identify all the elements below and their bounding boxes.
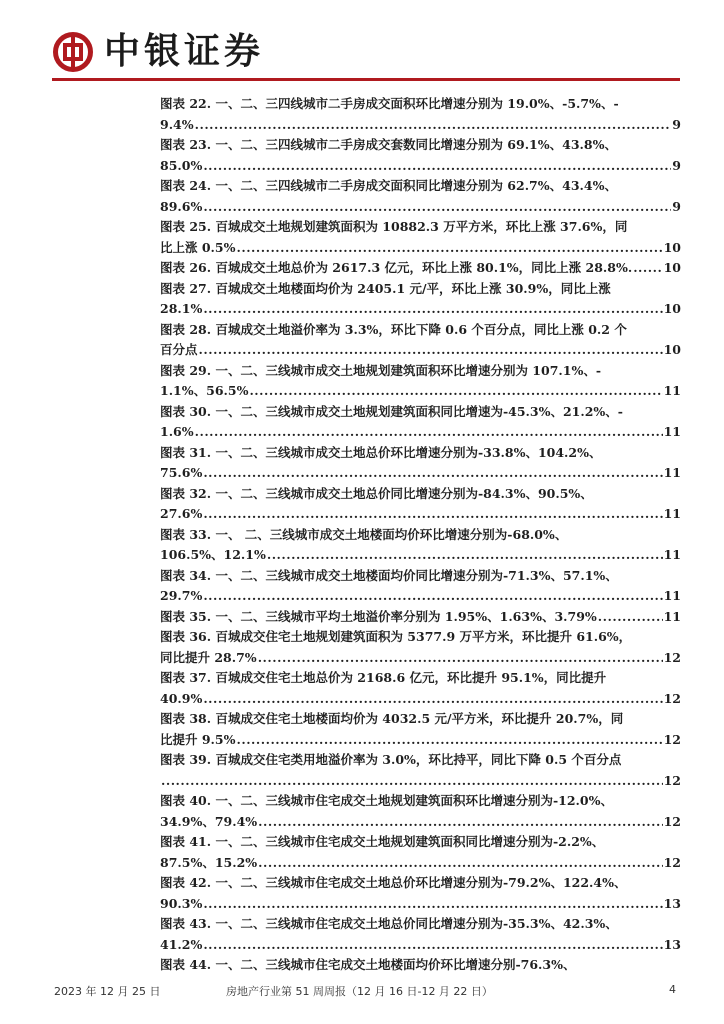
toc-entry-line: 图表 31. 一、二、三线城市成交土地总价环比增速分别为-33.8%、104.2%、 <box>160 444 602 460</box>
toc-entry-line: 图表 41. 一、二、三线城市住宅成交土地规划建筑面积同比增速分别为-2.2%、 <box>160 834 605 849</box>
toc-entry-line: 图表 36. 百城成交住宅土地规划建筑面积为 5377.9 万平方米，环比提升 61.6%， <box>160 629 632 644</box>
dot-leader <box>258 648 663 669</box>
toc-page-number: 9 <box>672 157 681 173</box>
toc-entry[interactable] <box>160 258 681 279</box>
toc-entry-line: 图表 24. 一、二、三四线城市二手房成交面积同比增速分别为 62.7%、43.4%、 <box>160 178 617 193</box>
dot-leader <box>203 463 662 484</box>
toc-page-number: 12 <box>663 854 681 870</box>
toc-page-number: 11 <box>663 547 681 562</box>
toc-entry-line: 图表 37. 百城成交住宅土地总价为 2168.6 亿元，环比提升 95.1%，同比提升 <box>160 670 607 685</box>
dot-leader <box>203 299 662 320</box>
toc-page-number: 11 <box>663 383 681 398</box>
toc-entry[interactable] <box>160 94 681 135</box>
toc-entry-leader-line <box>160 381 681 402</box>
toc-entry[interactable] <box>160 832 681 873</box>
toc-entry-line: 图表 38. 百城成交住宅土地楼面均价为 4032.5 元/平方米，环比提升 20.7%，同 <box>160 711 624 726</box>
toc-entry-leader-line <box>160 422 681 443</box>
toc-entry-tail: 106.5%、12.1% <box>160 547 266 562</box>
toc-entry[interactable] <box>160 443 681 484</box>
toc-entry[interactable] <box>160 914 681 955</box>
toc-entry[interactable] <box>160 279 681 320</box>
toc-entry[interactable] <box>160 607 681 628</box>
toc-page-number: 12 <box>663 690 681 706</box>
toc-entry-line: 图表 27. 百城成交土地楼面均价为 2405.1 元/平，环比上涨 30.9%，同比上涨 <box>160 280 611 296</box>
toc-entry-tail: 90.3% <box>160 895 203 911</box>
toc-entry-tail: 比上涨 0.5% <box>160 239 236 255</box>
toc-entry[interactable] <box>160 402 681 443</box>
toc-entry-tail: 1.1%、56.5% <box>160 383 249 398</box>
toc-entry[interactable] <box>160 791 681 832</box>
toc-page-number: 12 <box>663 813 681 829</box>
dot-leader <box>203 504 662 525</box>
toc-entry-leader-line <box>160 115 681 136</box>
page-number: 4 <box>669 983 676 996</box>
toc-entry-line: 图表 25. 百城成交土地规划建筑面积为 10882.3 万平方米，环比上涨 37.6%，同 <box>160 219 628 234</box>
toc-entry-leader-line <box>160 504 681 525</box>
toc-entry[interactable] <box>160 135 681 176</box>
toc-entry-tail: 87.5%、15.2% <box>160 854 258 870</box>
toc-entry-leader-line <box>160 299 681 320</box>
toc-entry-tail: 40.9% <box>160 690 203 706</box>
dot-leader <box>161 771 663 792</box>
toc-entry-leader-line <box>160 853 681 874</box>
toc-entry-leader-line <box>160 197 681 218</box>
toc-entry[interactable] <box>160 361 681 402</box>
toc-page-number: 10 <box>663 342 681 357</box>
toc-entry-tail: 百分点 <box>160 342 198 357</box>
toc-entry[interactable] <box>160 873 681 914</box>
header <box>52 28 264 76</box>
toc-entry-line: 图表 22. 一、二、三四线城市二手房成交面积环比增速分别为 19.0%、-5.7%、- <box>160 96 619 111</box>
dot-leader <box>203 156 671 177</box>
toc-entry-leader-line <box>160 156 681 177</box>
toc-entry-tail: 85.0% <box>160 157 203 173</box>
toc-entry-line: 图表 34. 一、二、三线城市成交土地楼面均价同比增速分别为-71.3%、57.1%、 <box>160 567 618 583</box>
toc-page-number: 12 <box>663 649 681 665</box>
toc-entry[interactable] <box>160 484 681 525</box>
toc-entry-tail: 同比提升 28.7% <box>160 649 257 665</box>
toc-entry-line: 图表 44. 一、二、三线城市住宅成交土地楼面均价环比增速分别-76.3%、 <box>160 957 576 972</box>
toc-entry-leader-line <box>160 894 681 915</box>
toc-page-number: 13 <box>663 936 681 952</box>
toc-entry-line: 图表 30. 一、二、三线城市成交土地规划建筑面积同比增速为-45.3%、21.2%、- <box>160 403 623 419</box>
dot-leader <box>203 689 662 710</box>
dot-leader <box>195 422 663 443</box>
toc-entry-tail: 29.7% <box>160 588 203 603</box>
dot-leader <box>203 586 662 607</box>
toc-entry-line: 图表 32. 一、二、三线城市成交土地总价同比增速分别为-84.3%、90.5%、 <box>160 485 593 501</box>
toc-page-number: 11 <box>663 588 681 603</box>
toc-page-number: 9 <box>672 198 681 214</box>
toc-entry[interactable] <box>160 525 681 566</box>
toc-entry-leader-line <box>160 771 681 792</box>
toc-entry-line: 图表 40. 一、二、三线城市住宅成交土地规划建筑面积环比增速分别为-12.0%、 <box>160 793 613 808</box>
toc-entry-tail: 28.1% <box>160 301 203 316</box>
toc-entry[interactable] <box>160 627 681 668</box>
toc-page-number: 11 <box>663 608 681 624</box>
toc-entry-leader-line <box>160 935 681 956</box>
dot-leader <box>249 381 662 402</box>
toc-page-number: 10 <box>663 260 681 275</box>
dot-leader <box>267 545 663 566</box>
header-divider <box>52 78 680 81</box>
brand-name: 中银证券 <box>104 31 265 72</box>
toc-entry[interactable] <box>160 320 681 361</box>
toc-page-number: 11 <box>663 465 681 480</box>
dot-leader <box>236 238 662 259</box>
dot-leader <box>633 258 662 279</box>
toc-entry-leader-line <box>160 340 681 361</box>
table-of-figures <box>160 94 681 976</box>
toc-entry[interactable] <box>160 750 681 791</box>
toc-entry-leader-line <box>160 258 681 279</box>
toc-entry-line: 图表 33. 一、 二、三线城市成交土地楼面均价环比增速分别为-68.0%、 <box>160 526 568 542</box>
report-date: 2023 年 12 月 25 日 <box>54 985 161 998</box>
toc-entry[interactable] <box>160 217 681 258</box>
toc-entry[interactable] <box>160 566 681 607</box>
dot-leader <box>258 812 662 833</box>
toc-entry[interactable] <box>160 955 681 976</box>
report-title: 房地产行业第 51 周周报（12 月 16 日-12 月 22 日） <box>226 985 493 998</box>
toc-page-number: 10 <box>663 301 681 316</box>
toc-page-number: 11 <box>663 424 681 439</box>
toc-entry-line: 图表 28. 百城成交土地溢价率为 3.3%，环比下降 0.6 个百分点，同比上涨 0.2 个 <box>160 321 627 337</box>
dot-leader <box>199 340 663 361</box>
toc-entry-tail: 41.2% <box>160 936 203 952</box>
toc-entry-leader-line <box>160 545 681 566</box>
toc-entry-tail: 27.6% <box>160 506 203 521</box>
toc-entry-leader-line <box>160 689 681 710</box>
dot-leader <box>203 935 662 956</box>
toc-entry-line: 图表 29. 一、二、三线城市成交土地规划建筑面积环比增速分别为 107.1%、- <box>160 362 602 378</box>
toc-entry-leader-line <box>160 238 681 259</box>
toc-entry-tail: 比提升 9.5% <box>160 731 236 747</box>
toc-entry-tail: 图表 26. 百城成交土地总价为 2617.3 亿元，环比上涨 80.1%，同比上涨 28.8%. <box>160 260 633 275</box>
toc-entry-tail: 89.6% <box>160 198 203 214</box>
toc-entry-line: 图表 39. 百城成交住宅类用地溢价率为 3.0%，环比持平，同比下降 0.5 个百分点 <box>160 752 622 767</box>
dot-leader <box>598 607 663 628</box>
dot-leader <box>258 853 662 874</box>
toc-entry-line: 图表 43. 一、二、三线城市住宅成交土地总价同比增速分别为-35.3%、42.3%、 <box>160 916 618 931</box>
toc-page-number: 10 <box>663 239 681 255</box>
toc-page-number: 9 <box>672 116 681 132</box>
toc-entry-leader-line <box>160 730 681 751</box>
toc-entry-tail: 图表 35. 一、二、三线城市平均土地溢价率分别为 1.95%、1.63%、3.79% <box>160 608 597 624</box>
toc-entry-leader-line <box>160 586 681 607</box>
toc-entry[interactable] <box>160 668 681 709</box>
toc-page-number: 12 <box>663 731 681 747</box>
toc-entry-line: 图表 23. 一、二、三四线城市二手房成交套数同比增速分别为 69.1%、43.8%、 <box>160 137 617 152</box>
toc-entry-tail: 9.4% <box>160 116 194 132</box>
toc-entry-tail: 75.6% <box>160 465 203 480</box>
toc-entry-tail: 1.6% <box>160 424 194 439</box>
toc-entry-leader-line <box>160 607 681 628</box>
toc-entry-line: 图表 42. 一、二、三线城市住宅成交土地总价环比增速分别为-79.2%、122.4%、 <box>160 875 627 890</box>
dot-leader <box>236 730 662 751</box>
toc-page-number: 12 <box>663 772 681 788</box>
toc-page-number: 13 <box>663 895 681 911</box>
bank-of-china-logo-icon <box>52 31 94 73</box>
toc-entry-tail: 34.9%、79.4% <box>160 813 258 829</box>
dot-leader <box>203 197 671 218</box>
dot-leader <box>203 894 662 915</box>
toc-entry[interactable] <box>160 709 681 750</box>
toc-entry-leader-line <box>160 463 681 484</box>
toc-entry-leader-line <box>160 812 681 833</box>
dot-leader <box>195 115 672 136</box>
toc-page-number: 11 <box>663 506 681 521</box>
toc-entry-leader-line <box>160 648 681 669</box>
toc-entry[interactable] <box>160 176 681 217</box>
